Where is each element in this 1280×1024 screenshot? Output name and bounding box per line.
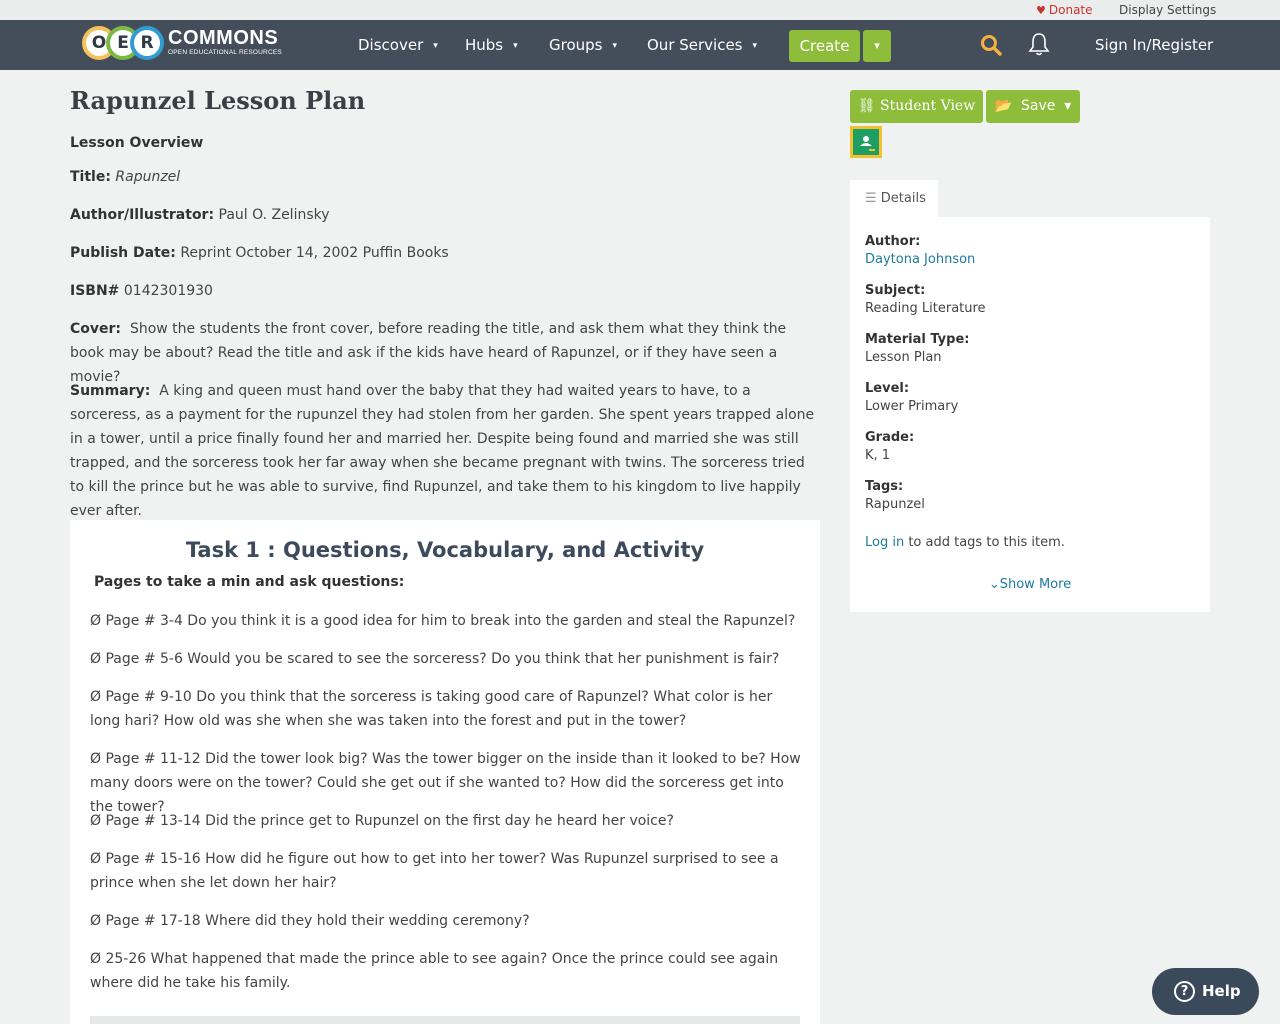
chevron-down-icon: ⌄: [988, 577, 1000, 592]
nav-hubs-label: Hubs: [465, 36, 504, 54]
question-item: Ø Page # 17-18 Where did they hold their wedding ceremony?: [90, 913, 530, 929]
field-value: Reprint October 14, 2002 Puffin Books: [180, 245, 449, 261]
field-label: Cover:: [70, 321, 122, 337]
question-item: Ø Page # 13-14 Did the prince get to Rupunzel on the first day he heard her voice?: [90, 813, 674, 829]
detail-key: Material Type:: [865, 332, 970, 347]
field-isbn: [70, 279, 820, 303]
detail-key: Grade:: [865, 430, 915, 445]
main-navigation: [0, 20, 1280, 70]
nav-groups-label: Groups: [549, 36, 603, 54]
caret-down-icon: ▾: [1064, 98, 1072, 114]
field-summary: [70, 379, 820, 523]
donate-label: Donate: [1048, 3, 1093, 17]
chevron-down-icon: ▾: [513, 41, 518, 51]
tab-details-label: Details: [880, 191, 926, 206]
chevron-down-icon: ▾: [874, 39, 880, 52]
detail-key: Level:: [865, 381, 910, 396]
show-more-label: Show More: [999, 577, 1072, 592]
question-item: Ø Page # 9-10 Do you think that the sorceress is taking good care of Rapunzel? What color is her long hari? How old was she when she was taken into the forest and put in the tower?: [90, 689, 773, 729]
field-value: Rapunzel: [115, 169, 181, 185]
help-button[interactable]: [1152, 968, 1259, 1015]
detail-key: Subject:: [865, 283, 926, 298]
show-more-link[interactable]: [850, 577, 1210, 592]
field-label: Publish Date:: [70, 245, 176, 261]
logo-tagline: OPEN EDUCATIONAL RESOURCES: [168, 49, 282, 56]
detail-value: Lesson Plan: [865, 350, 942, 365]
detail-author: [865, 233, 975, 269]
field-label: Summary:: [70, 383, 151, 399]
nav-discover[interactable]: [358, 36, 438, 54]
logo-letter-e: E: [106, 26, 140, 60]
field-value: A king and queen must hand over the baby that they had waited years to have, to a sorceress, as a payment for the rupunzel they had stolen from her garden. She spent years trapped alone in a tower, until a price finally found her and married her. Despite being found and married she was still trapped, and the sorceress took her far away when she became pregnant with twins. The sorceress tried to kill the prince but he was able to survive, find Rupunzel, and take them to his kingdom to live happily ever after.: [70, 383, 815, 519]
bell-icon[interactable]: [1028, 32, 1050, 56]
logo-letter-o: O: [82, 26, 116, 60]
detail-key: Author:: [865, 234, 921, 249]
logo-wordmark: COMMONS: [168, 27, 279, 49]
question-item: Ø Page # 5-6 Would you be scared to see the sorceress? Do you think that her punishment is fair?: [90, 651, 780, 667]
detail-value: Rapunzel: [865, 497, 925, 512]
student-view-label: Student View: [880, 98, 976, 114]
heart-icon: ♥: [1036, 4, 1046, 17]
nav-discover-label: Discover: [358, 36, 424, 54]
create-dropdown-button[interactable]: [863, 30, 891, 62]
detail-value: Reading Literature: [865, 301, 986, 316]
detail-value: K, 1: [865, 448, 891, 463]
nav-our-services[interactable]: [647, 36, 757, 54]
login-rest-text: to add tags to this item.: [904, 535, 1065, 550]
save-label: Save: [1021, 98, 1056, 114]
logo-letter-r: R: [130, 26, 164, 60]
field-value: Paul O. Zelinsky: [218, 207, 330, 223]
question-mark-icon: ?: [1174, 981, 1195, 1002]
page-title: Rapunzel Lesson Plan: [70, 86, 366, 115]
task-section: [70, 520, 820, 1024]
content-divider: [90, 1016, 800, 1024]
chevron-down-icon: ▾: [752, 41, 758, 51]
field-label: Author/Illustrator:: [70, 207, 215, 223]
utility-bar: [0, 0, 1280, 20]
question-item: Ø Page # 11-12 Did the tower look big? Was the tower bigger on the inside than it looked to be? How many doors were on the tower? Could she get out if she wanted to? How did the sorceress get into the tower?: [90, 751, 801, 815]
task-subtitle: Pages to take a min and ask questions:: [94, 574, 405, 590]
lesson-overview-heading: Lesson Overview: [70, 135, 204, 151]
author-link[interactable]: Daytona Johnson: [865, 252, 976, 267]
field-title: [70, 165, 820, 189]
list-icon: ☰: [865, 191, 877, 206]
field-label: Title:: [70, 169, 111, 185]
detail-material-type: [865, 331, 969, 367]
field-label: ISBN#: [70, 283, 120, 299]
login-to-tag-text: [865, 535, 1065, 550]
detail-tags: [865, 478, 925, 514]
field-author-illustrator: [70, 203, 820, 227]
detail-key: Tags:: [865, 479, 904, 494]
google-classroom-icon[interactable]: [850, 126, 882, 158]
display-settings-link[interactable]: Display Settings: [1119, 3, 1217, 17]
student-view-button[interactable]: [850, 90, 983, 123]
nav-hubs[interactable]: [465, 36, 518, 54]
folder-open-icon: 📂: [994, 98, 1013, 114]
log-in-link[interactable]: Log in: [865, 535, 905, 550]
detail-subject: [865, 282, 986, 318]
nav-our-services-label: Our Services: [647, 36, 743, 54]
link-icon: ⛓: [857, 98, 876, 114]
detail-grade: [865, 429, 914, 465]
create-button[interactable]: Create: [789, 30, 860, 62]
detail-level: [865, 380, 958, 416]
save-button[interactable]: [986, 90, 1080, 123]
oer-commons-logo[interactable]: [82, 26, 287, 62]
chevron-down-icon: ▾: [433, 41, 438, 51]
field-value: Show the students the front cover, before reading the title, and ask them what they think the book may be about? Read the title and ask if the kids have heard of Rapunzel, or if they have seen a movie?: [70, 321, 787, 385]
sign-in-register-link[interactable]: Sign In/Register: [1095, 36, 1214, 54]
field-value: 0142301930: [123, 283, 213, 299]
detail-value: Lower Primary: [865, 399, 959, 414]
search-icon[interactable]: [980, 34, 1002, 56]
tab-details[interactable]: [850, 180, 938, 217]
question-item: Ø Page # 15-16 How did he figure out how to get into her tower? Was Rupunzel surprised to see a prince when she let down her hair?: [90, 851, 779, 891]
details-panel: [850, 217, 1210, 612]
help-label: Help: [1202, 982, 1241, 1000]
donate-link[interactable]: [1036, 3, 1093, 17]
field-publish-date: [70, 241, 820, 265]
task-title: Task 1 : Questions, Vocabulary, and Activity: [185, 538, 705, 562]
question-item: Ø Page # 3-4 Do you think it is a good idea for him to break into the garden and steal the Rapunzel?: [90, 613, 796, 629]
question-item: Ø 25-26 What happened that made the prince able to see again? Once the prince could see again where did he take his family.: [90, 951, 779, 991]
chevron-down-icon: ▾: [612, 41, 618, 51]
nav-groups[interactable]: [549, 36, 617, 54]
